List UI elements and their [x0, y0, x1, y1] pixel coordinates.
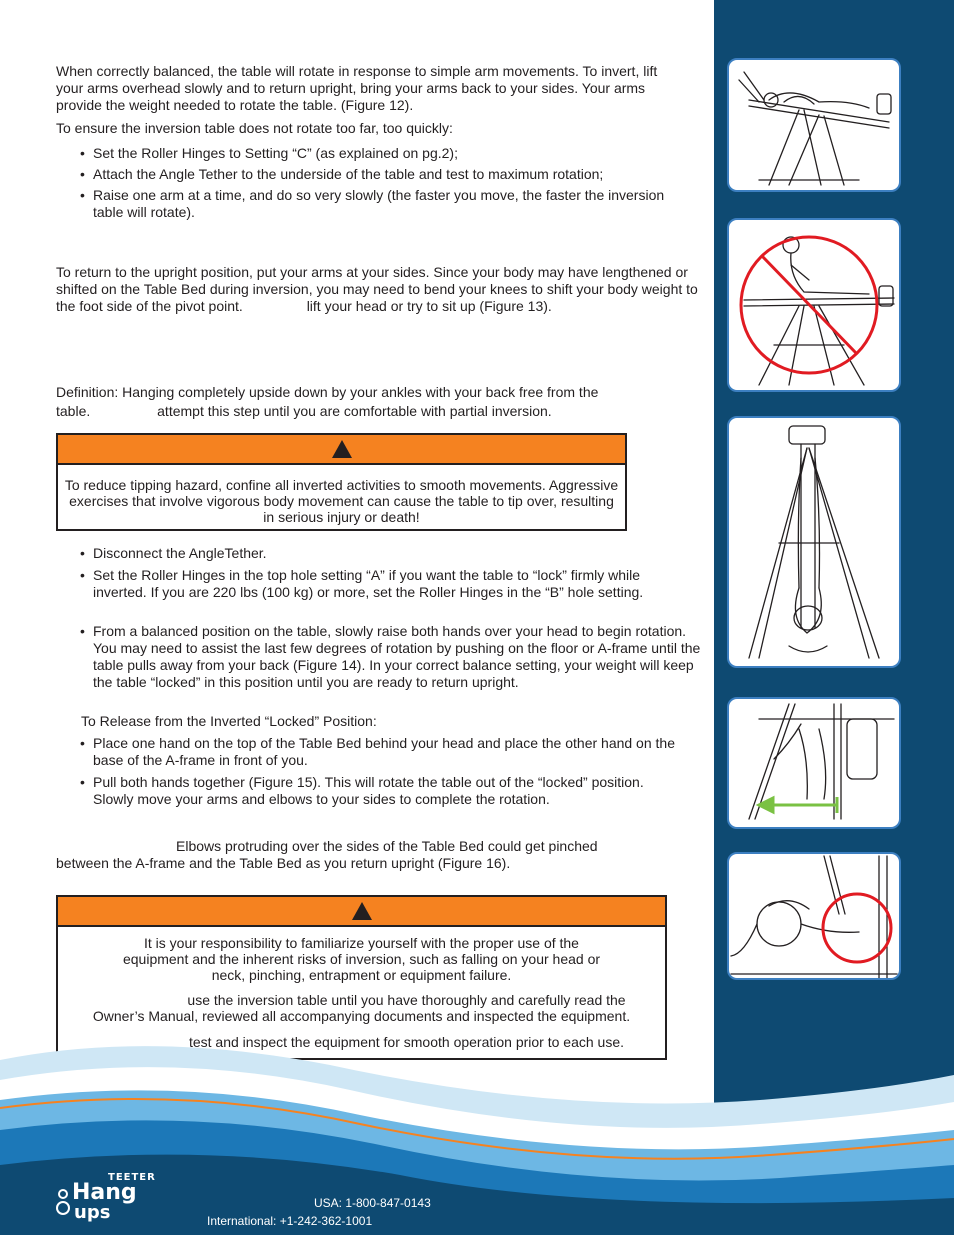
warning-triangle-icon	[332, 440, 352, 458]
definition-table: table.	[56, 403, 91, 419]
figure-14-illustration	[727, 416, 901, 668]
ensure-paragraph: To ensure the inversion table does not rotate too far, too quickly:	[56, 120, 453, 136]
figure-12-illustration	[727, 58, 901, 192]
warning-box-tipping	[56, 433, 627, 531]
list-item: • Set the Roller Hinges to Setting “C” (as explained on pg.2);	[80, 145, 693, 162]
phone-usa: USA: 1-800-847-0143	[314, 1196, 431, 1210]
list-item: • From a balanced position on the table, slowly raise both hands over your head to begin rotation. You may need to assist the last few degrees of rotation by pushing on the floor or A-frame until the table pulls away from your back (Figure 14). In your correct balance setting, your weight will keep the table “locked” in this position until you are ready to return upright.	[80, 623, 703, 691]
phone-international: International: +1-242-362-1001	[207, 1214, 373, 1228]
list-item: • Set the Roller Hinges in the top hole setting “A” if you want the table to “lock” firmly while inverted. If you are 220 lbs (100 kg) or more, set the Roller Hinges in the “B” hole setting.	[80, 567, 673, 601]
list-item: • Raise one arm at a time, and do so very slowly (the faster you move, the faster the inversion table will rotate).	[80, 187, 678, 221]
warning-responsibility-text: It is your responsibility to familiarize yourself with the proper use of the equipment and the inherent risks of inversion, such as falling on your head or neck, pinching, entrapment or equipment failure.	[122, 935, 601, 983]
warning-inspect-text: test and inspect the equipment for smooth operation prior to each use.	[188, 1034, 625, 1050]
release-heading: To Release from the Inverted “Locked” Position:	[81, 713, 377, 729]
elbows-line-1: Elbows protruding over the sides of the Table Bed could get pinched	[176, 838, 598, 854]
list-item: • Attach the Angle Tether to the underside of the table and test to maximum rotation;	[80, 166, 693, 183]
list-item: • Pull both hands together (Figure 15). This will rotate the table out of the “locked” position. Slowly move your arms and elbows to your sides to complete the rotation.	[80, 774, 683, 808]
hang-ups-logo: TEETER Hang ups	[54, 1172, 166, 1228]
list-item: • Disconnect the AngleTether.	[80, 545, 693, 562]
definition-line-2	[56, 403, 676, 420]
return-upright-text: To return to the upright position, put your arms at your sides. Since your body may have lengthened or shifted on the Table Bed during inversion, you may need to bend your knees to shift your body weight to the foot side of the pivot point.	[56, 264, 698, 314]
warning-text: To reduce tipping hazard, confine all inverted activities to smooth movements. Aggressive exercises that involve vigorous body movement can cause the table to tip over, resulting in serious injury or death!	[64, 477, 619, 525]
figure-15-illustration	[727, 697, 901, 829]
definition-line-1: Definition: Hanging completely upside down by your ankles with your back free from the	[56, 384, 599, 400]
return-upright-end: lift your head or try to sit up (Figure 13).	[306, 298, 552, 314]
warning-triangle-icon	[352, 902, 372, 920]
warning-bar	[58, 435, 625, 465]
logo-figure-icon	[54, 1186, 72, 1216]
warning-bar	[58, 897, 665, 927]
arrow-left-icon	[759, 797, 837, 813]
figure-13-illustration	[727, 218, 901, 392]
warning-read-manual-text: use the inversion table until you have thoroughly and carefully read the Owner’s Manual, reviewed all accompanying documents and inspected the equipment.	[92, 992, 631, 1024]
pinch-highlight-icon	[823, 894, 891, 962]
return-upright-paragraph	[56, 264, 701, 315]
figure-16-illustration	[727, 852, 901, 980]
definition-rest: attempt this step until you are comfortable with partial inversion.	[157, 403, 552, 419]
elbows-line-2: between the A-frame and the Table Bed as you return upright (Figure 16).	[56, 855, 511, 871]
list-item: • Place one hand on the top of the Table Bed behind your head and place the other hand on the base of the A-frame in front of you.	[80, 735, 703, 769]
balance-paragraph: When correctly balanced, the table will rotate in response to simple arm movements. To invert, lift your arms overhead slowly and to return upright, bring your arms back to your sides. Your arms provide the weight needed to rotate the table. (Figure 12).	[56, 63, 658, 113]
